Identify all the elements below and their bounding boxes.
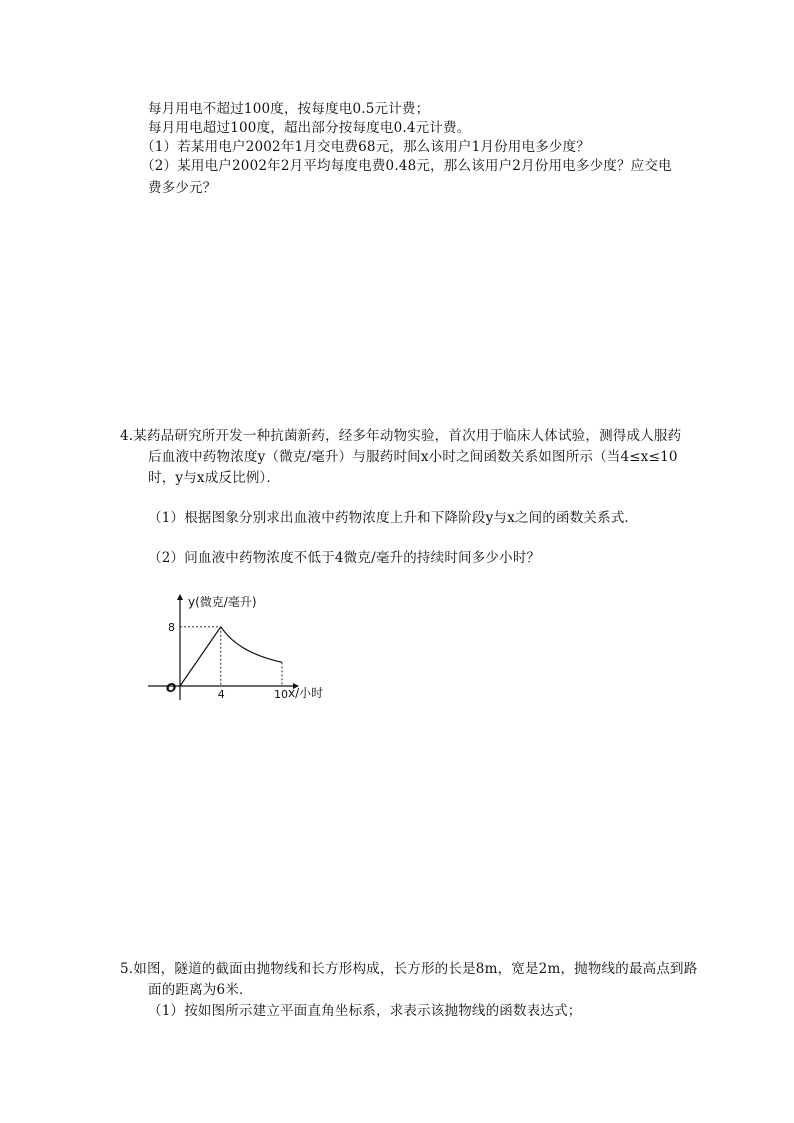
question-3-1: （1）若某用电户2002年1月交电费68元，那么该用户1月份用电多少度？ [141, 139, 591, 155]
question-3-2-line2: 费多少元？ [148, 180, 217, 196]
problem-4-line-1: 4.某药品研究所开发一种抗菌新药，经多年动物实验，首次用于临床人体试验，测得成人服药 [120, 428, 682, 444]
falling-curve [221, 627, 282, 663]
x-tick-label-10: 10 [274, 688, 288, 701]
problem-5-line-2: 面的距离为6米． [148, 982, 253, 998]
y-tick-label-8: 8 [168, 620, 175, 634]
pricing-rule-2: 每月用电超过100度，超出部分按每度电0.4元计费。 [148, 120, 471, 136]
question-4-1: （1）根据图象分别求出血液中药物浓度上升和下降阶段y与x之间的函数关系式． [148, 510, 639, 526]
rising-segment [180, 627, 221, 686]
question-4-2: （2）问血液中药物浓度不低于4微克/毫升的持续时间多少小时？ [148, 550, 541, 566]
origin-label: O [166, 681, 177, 695]
problem-5-line-1: 5.如图，隧道的截面由抛物线和长方形构成，长方形的长是8m，宽是2m，抛物线的最高点到路 [120, 961, 698, 977]
problem-4-line-3: 时，y与x成反比例）． [148, 470, 281, 486]
pricing-rule-1: 每月用电不超过100度，按每度电0.5元计费； [148, 101, 430, 117]
problem-4-line-2: 后血液中药物浓度y（微克/毫升）与服药时间x小时之间函数关系如图所示（当4≤x≤10 [148, 449, 678, 465]
question-3-2-line1: （2）某用电户2002年2月平均每度电费0.48元，那么该用户2月份用电多少度？应交电 [141, 158, 672, 174]
x-axis-label: x/小时 [288, 686, 324, 700]
concentration-chart [148, 590, 338, 705]
y-axis-label: y(微克/毫升) [188, 595, 257, 609]
question-5-1: （1）按如图所示建立平面直角坐标系，求表示该抛物线的函数表达式； [148, 1003, 582, 1019]
x-tick-label-4: 4 [217, 688, 225, 701]
